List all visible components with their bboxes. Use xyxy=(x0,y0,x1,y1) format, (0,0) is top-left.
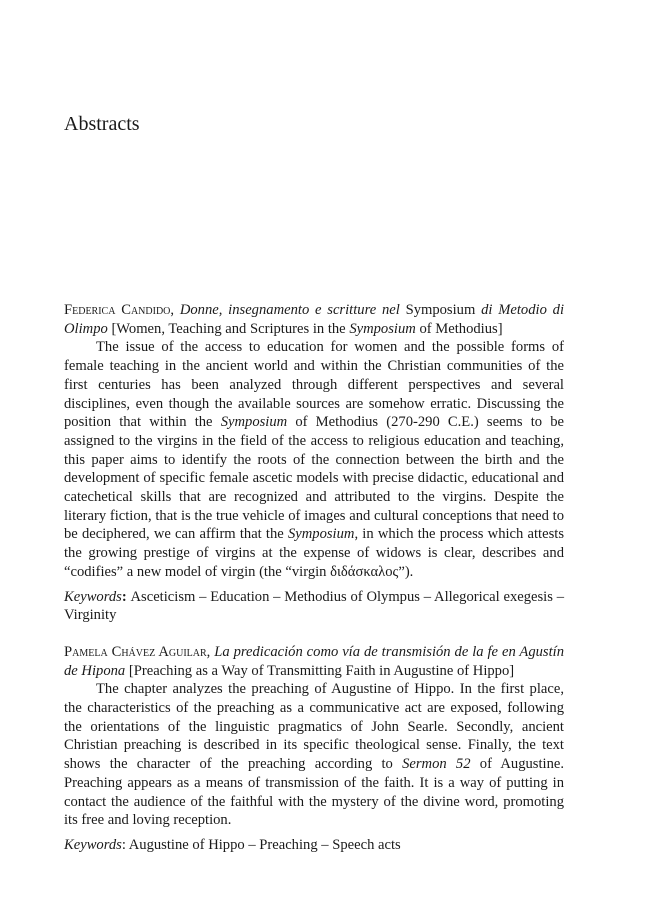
body-text: of Methodius (270-290 C.E.) seems to be assigned to the virgins in the field of the access to religious education and teaching, this paper aims to identify the roots of the connection between the birth and the development of specific female ascetic models with precise didactic, educational and catechetical skills that are recognized and attributed to the virgins. Despite the literary fiction, that is the true vehicle of images and cultural conceptions that need to be deciphered, we can affirm that the xyxy=(64,414,565,543)
entry-header: Federica Candido, Donne, insegnamento e scritture nel Symposium di Metodio di Olimpo [Women, Teaching and Scriptures in the Symposium of Methodius] xyxy=(64,302,564,337)
keywords-separator: : xyxy=(121,836,129,853)
author-name: Federica Candido xyxy=(64,302,171,318)
body-italic: Symposium xyxy=(220,414,288,431)
title-italic-continued: di Metodio di Olimpo xyxy=(64,302,564,337)
title-italic: La predicación como vía de transmisión de la fe en Agustín de Hipona xyxy=(64,643,564,679)
keywords-label: Keywords xyxy=(64,588,122,605)
title-translation: [Women, Teaching and Scriptures in the xyxy=(111,320,346,337)
body-text: The chapter analyzes the preaching of Augustine of Hippo. In the first place, the characteristics of the preaching as a communicative act are exposed, following the orientations of the linguistic pragmatics of John Searle. Secondly, ancient Christian preaching is described in its specific theological sense. Finally, the text shows the character of the preaching according to xyxy=(64,681,564,773)
author-name: Pamela Chávez Aguilar xyxy=(64,643,207,660)
body-text: of Augustine. Preaching appears as a means of transmission of the faith. It is a way of putting in contact the audience of the faithful with the mystery of the divine word, promoting its free and loving reception. xyxy=(64,756,564,829)
body-text: , in which the process which attests the growing prestige of virgins at the expense of widows is clear, describes and “codifies” a new model of virgin (the “virgin διδάσκαλος”). xyxy=(64,526,564,580)
translation-italic: Symposium xyxy=(349,320,416,337)
keywords-line xyxy=(64,588,564,625)
body-text: The issue of the access to education for women and the possible forms of female teaching in the ancient world and within the Christian communities of the first centuries has been analyzed through different perspectives and several disciplines, even though the available sources are somehow erratic. Discussing the position that within the xyxy=(64,339,564,431)
keywords-separator: : xyxy=(121,588,131,605)
title-italic: Donne, insegnamento e scritture nel xyxy=(179,302,400,318)
abstract-entry-candido xyxy=(64,301,564,625)
abstract-entry-chavez-aguilar xyxy=(64,643,564,855)
keywords-list: Augustine of Hippo – Preaching – Speech acts xyxy=(128,836,401,853)
page-title: Abstracts xyxy=(64,113,140,135)
abstracts-content xyxy=(64,301,564,855)
body-italic: Symposium xyxy=(287,526,355,543)
body-italic: Sermon 52 xyxy=(402,756,471,773)
keywords-label: Keywords xyxy=(64,836,122,853)
keywords-list: Asceticism – Education – Methodius of Olympus – Allegorical exegesis – Virginity xyxy=(64,588,564,624)
title-translation-end: of Methodius] xyxy=(419,320,503,337)
abstract-body xyxy=(64,338,564,581)
title-roman: Symposium xyxy=(405,302,476,318)
abstract-body xyxy=(64,680,564,830)
title-translation: [Preaching as a Way of Transmitting Faith in Augustine of Hippo] xyxy=(128,662,515,679)
keywords-line xyxy=(64,836,564,855)
entry-header: Pamela Chávez Aguilar, La predicación como vía de transmisión de la fe en Agustín de Hipona [Preaching as a Way of Transmitting Faith in Augustine of Hippo] xyxy=(64,643,564,679)
